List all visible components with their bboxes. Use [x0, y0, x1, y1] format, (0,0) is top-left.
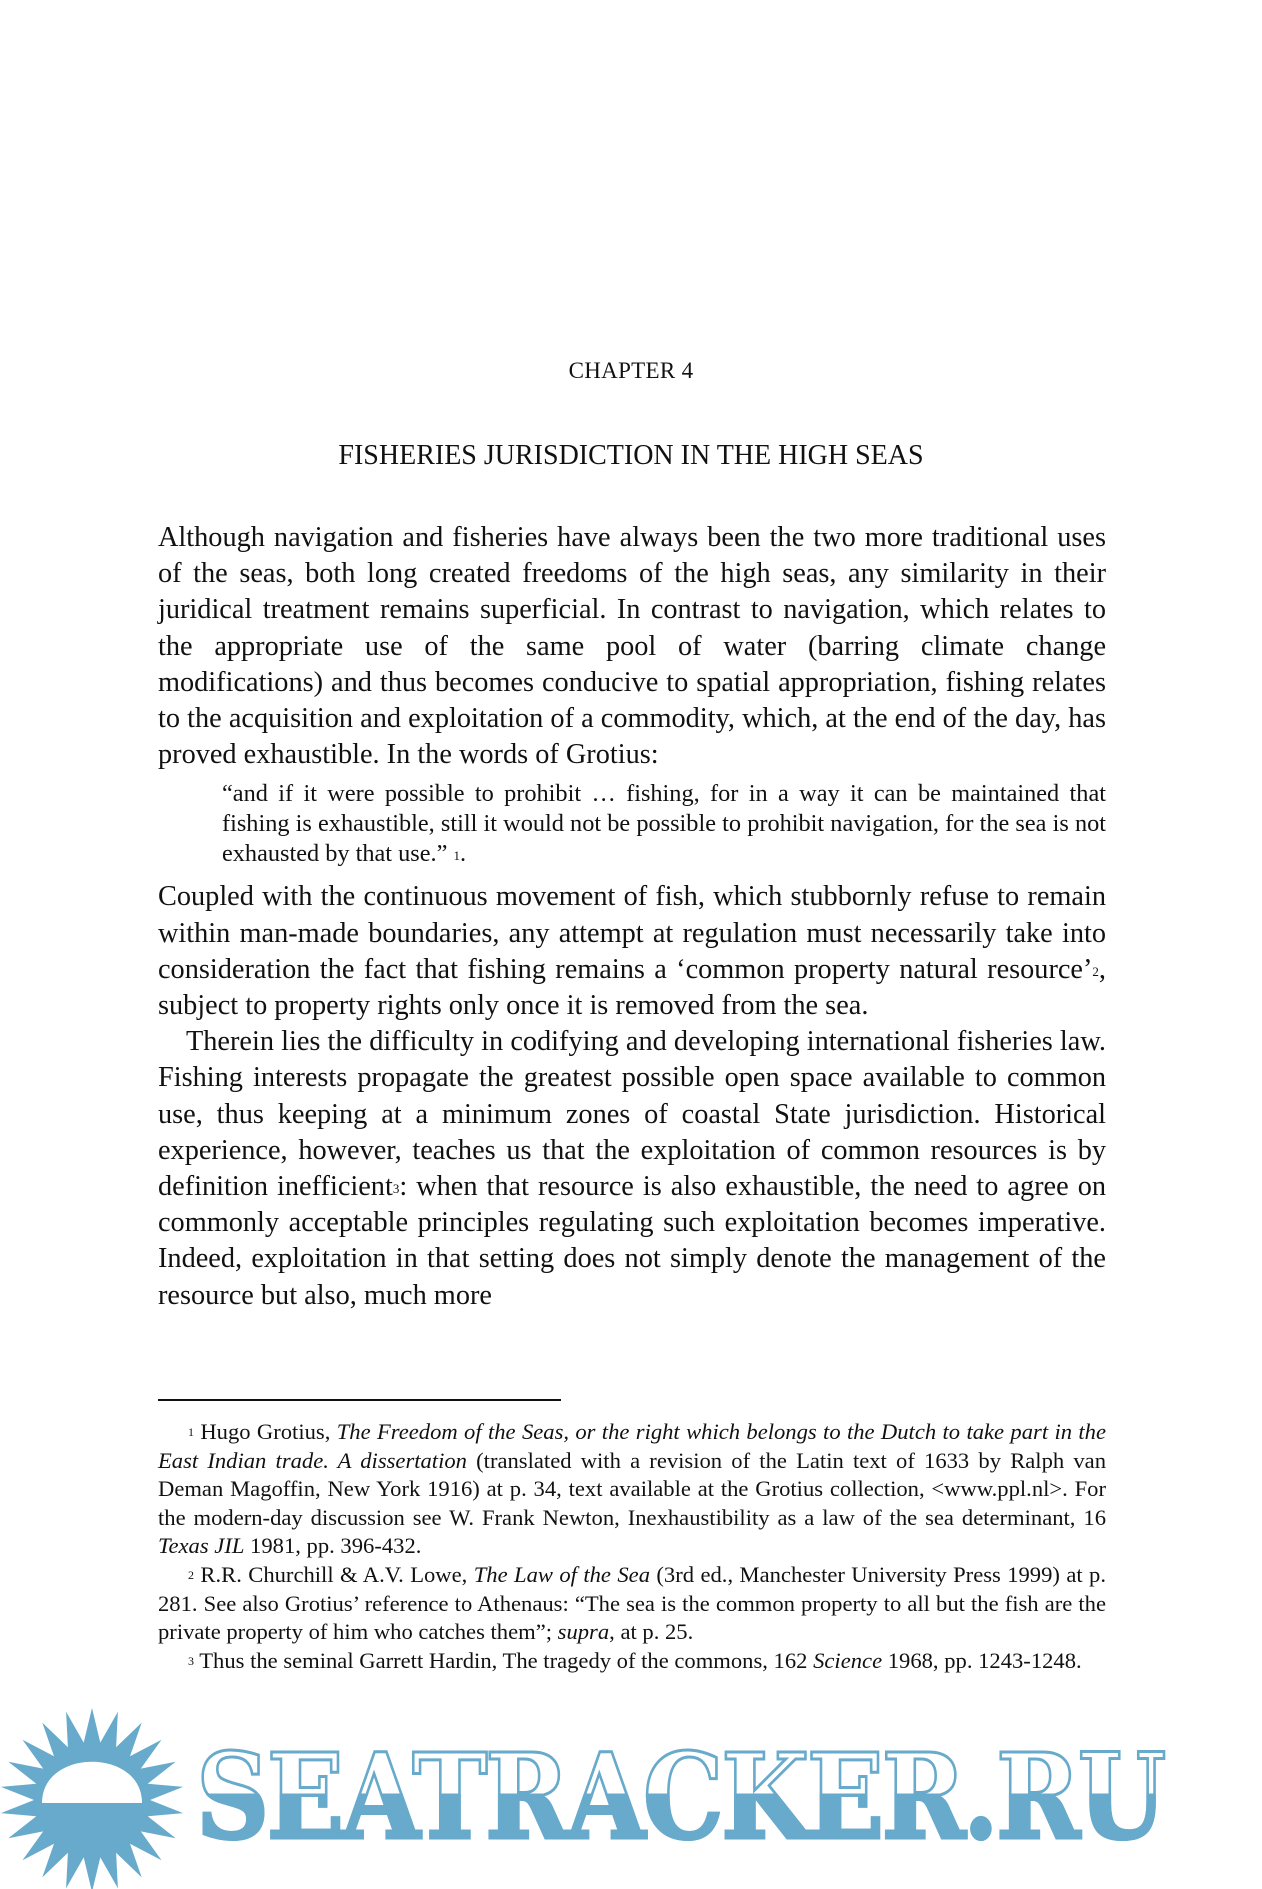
footnote-text: Hugo Grotius, — [200, 1419, 337, 1444]
footnote-ref[interactable]: 2 — [1092, 963, 1099, 979]
footnote — [158, 1647, 1106, 1676]
footnote-italic: The Freedom of the Seas, or the right which belongs to the Dutch to take part in the East Indian trade. A dissertation — [158, 1419, 1106, 1473]
quote-end: . — [459, 840, 467, 868]
paragraph — [158, 1024, 1106, 1314]
chapter-label: CHAPTER 4 — [568, 358, 694, 383]
block-quote — [222, 779, 1106, 869]
footnote-text: Thus the seminal Garrett Hardin, The tragedy of the commons, 162 — [199, 1647, 814, 1673]
footnote-italic: The Law of the Sea — [473, 1561, 650, 1587]
footnote-text: (3rd ed., Manchester University Press 1999) at p. 281. See also Grotius’ reference to Athenaus: “The sea is the common property to all but the fish are the private property of him who catches them”; — [158, 1561, 1107, 1645]
footnote-text: 1981, pp. 396-432. — [244, 1533, 422, 1559]
paragraph-text: , subject to property rights only once it is removed from the sea. — [158, 953, 1106, 1022]
footnote-ref[interactable]: 1 — [453, 848, 460, 864]
footnote-divider — [158, 1399, 561, 1401]
footnote-text: R.R. Churchill & A.V. Lowe, — [200, 1561, 474, 1587]
footnote-text: (translated with a revision of the Latin text of 1633 by Ralph van Deman Magoffin, New York 1916) at p. 34, text available at the Grotius collection, <www.ppl.nl>. For the modern-day discussion see W. Frank Newton, Inexhaustibility as a law of the sea determinant, 16 — [158, 1447, 1106, 1530]
watermark-text: SEATRACKER.RU — [196, 1727, 1164, 1866]
paragraph-text: Therein lies the difficulty in codifying and developing international fisheries law. Fishing interests propagate the greatest possible open space available to common use, thus keeping at a minimum zones of coastal State jurisdiction. Historical experience, however, teaches us that the exploitation of common resources is by definition inefficient — [158, 1026, 1106, 1203]
footnote-italic: Texas JIL — [158, 1533, 245, 1559]
footnote — [158, 1561, 1106, 1647]
footnote-text: 1968, pp. 1243-1248. — [882, 1647, 1082, 1673]
footnotes — [158, 1418, 1106, 1675]
footnote-italic: supra — [557, 1619, 610, 1645]
paragraph-text: : when that resource is also exhaustible, the need to agree on commonly acceptable principles regulating such exploitation becomes imperative. Indeed, exploitation in that setting does not simply denote the management of the resource but also, much more — [158, 1171, 1106, 1311]
footnote — [158, 1418, 1106, 1561]
footnote-ref[interactable]: 3 — [392, 1181, 400, 1197]
chapter-title: FISHERIES JURISDICTION IN THE HIGH SEAS — [338, 440, 924, 471]
paragraph: Although navigation and fisheries have always been the two more traditional uses of the seas, both long created freedoms of the high seas, any similarity in their juridical treatment remains superficial. In contrast to navigation, which relates to the appropriate use of the same pool of water (barring climate change modifications) and thus becomes conducive to spatial appropriation, fishing relates to the acquisition and exploitation of a commodity, which, at the end of the day, has proved exhaustible. In the words of Grotius: — [158, 522, 1106, 771]
footnote-text: , at p. 25. — [609, 1619, 694, 1645]
paragraph — [158, 879, 1106, 1024]
footnote-number: 3 — [188, 1653, 194, 1668]
quote-text: “and if it were possible to prohibit … fishing, for in a way it can be maintained that fishing is exhaustible, still it would not be possible to prohibit navigation, for the sea is not exhausted by that use.” — [222, 780, 1106, 868]
paragraph-text: Coupled with the continuous movement of fish, which stubbornly refuse to remain within man-made boundaries, any attempt at regulation must necessarily take into consideration the fact that fishing remains a ‘common property natural resource’ — [158, 881, 1106, 985]
footnote-number: 1 — [188, 1425, 194, 1439]
footnote-number: 2 — [188, 1567, 194, 1582]
footnote-italic: Science — [813, 1647, 883, 1673]
body-text — [158, 520, 1106, 1314]
